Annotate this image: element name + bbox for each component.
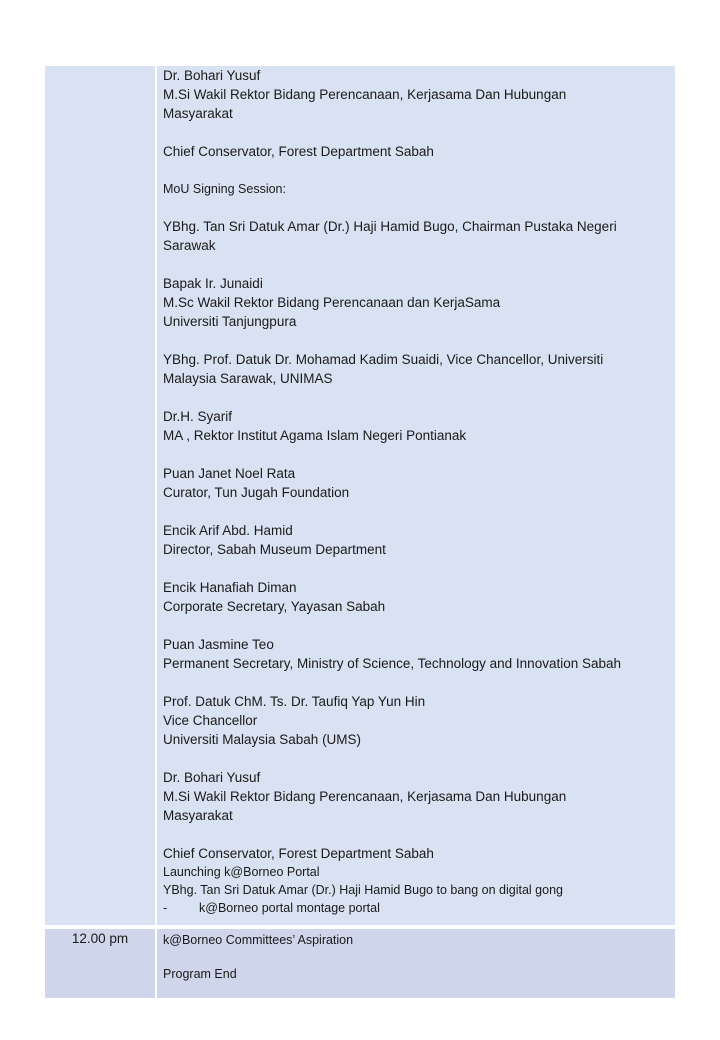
block-spacer bbox=[163, 198, 667, 217]
block-line: Director, Sabah Museum Department bbox=[163, 542, 386, 557]
block-line: Masyarakat bbox=[163, 106, 233, 121]
block-line: Masyarakat bbox=[163, 808, 233, 823]
block-line: M.Sc Wakil Rektor Bidang Perencanaan dan KerjaSama bbox=[163, 295, 501, 310]
dash-bullet: - bbox=[163, 901, 168, 915]
block-line: M.Si Wakil Rektor Bidang Perencanaan, Kerjasama Dan Hubungan bbox=[163, 789, 567, 804]
dignitary-block bbox=[163, 635, 667, 692]
dignitary-block bbox=[163, 66, 667, 142]
final-section bbox=[163, 844, 667, 917]
block-line: Prof. Datuk ChM. Ts. Dr. Taufiq Yap Yun Hin bbox=[163, 694, 426, 709]
block-line: Dr. Bohari Yusuf bbox=[163, 68, 261, 83]
dignitary-block bbox=[163, 692, 667, 768]
time-cell bbox=[45, 929, 157, 998]
block-spacer bbox=[163, 616, 667, 635]
launching-label: Launching k@Borneo Portal bbox=[163, 865, 320, 879]
block-spacer bbox=[163, 388, 667, 407]
dignitary-block bbox=[163, 350, 667, 407]
dignitary-block bbox=[163, 768, 667, 844]
dignitary-block bbox=[163, 274, 667, 350]
block-line: MoU Signing Session: bbox=[163, 182, 286, 196]
block-line: Malaysia Sarawak, UNIMAS bbox=[163, 371, 333, 386]
block-line: Dr. Bohari Yusuf bbox=[163, 770, 261, 785]
schedule-row-closing bbox=[45, 929, 675, 998]
dignitary-block bbox=[163, 521, 667, 578]
gong-line: YBhg. Tan Sri Datuk Amar (Dr.) Haji Hamid Bugo to bang on digital gong bbox=[163, 883, 563, 897]
block-line: Permanent Secretary, Ministry of Science, Technology and Innovation Sabah bbox=[163, 656, 622, 671]
closing-details bbox=[163, 931, 667, 983]
block-spacer bbox=[163, 445, 667, 464]
block-spacer bbox=[163, 255, 667, 274]
block-line: YBhg. Tan Sri Datuk Amar (Dr.) Haji Hamid Bugo, Chairman Pustaka Negeri bbox=[163, 219, 617, 234]
dignitary-block bbox=[163, 407, 667, 464]
program-end-line: Program End bbox=[163, 967, 237, 981]
dignitary-blocks bbox=[163, 66, 667, 844]
block-line: M.Si Wakil Rektor Bidang Perencanaan, Kerjasama Dan Hubungan bbox=[163, 87, 567, 102]
block-spacer bbox=[163, 123, 667, 142]
block-line: Corporate Secretary, Yayasan Sabah bbox=[163, 599, 386, 614]
block-line: Curator, Tun Jugah Foundation bbox=[163, 485, 350, 500]
block-spacer bbox=[163, 559, 667, 578]
time-cell-empty bbox=[45, 66, 157, 925]
montage-line bbox=[163, 899, 667, 917]
block-line: YBhg. Prof. Datuk Dr. Mohamad Kadim Suaidi, Vice Chancellor, Universiti bbox=[163, 352, 604, 367]
dignitary-block bbox=[163, 142, 667, 180]
dignitary-block bbox=[163, 217, 667, 274]
schedule-row-ceremony bbox=[45, 66, 675, 925]
block-line: Sarawak bbox=[163, 238, 216, 253]
block-line: Encik Arif Abd. Hamid bbox=[163, 523, 293, 538]
aspiration-line: k@Borneo Committees’ Aspiration bbox=[163, 933, 354, 947]
block-spacer bbox=[163, 673, 667, 692]
dignitary-block bbox=[163, 180, 667, 217]
block-spacer bbox=[163, 749, 667, 768]
block-line: Vice Chancellor bbox=[163, 713, 258, 728]
block-line: Encik Hanafiah Diman bbox=[163, 580, 297, 595]
block-spacer bbox=[163, 502, 667, 521]
time-label: 12.00 pm bbox=[71, 931, 129, 946]
block-line: Universiti Malaysia Sabah (UMS) bbox=[163, 732, 362, 747]
dignitary-block bbox=[163, 464, 667, 521]
block-line: Dr.H. Syarif bbox=[163, 409, 233, 424]
block-spacer bbox=[163, 331, 667, 350]
block-line: Bapak Ir. Junaidi bbox=[163, 276, 263, 291]
block-spacer bbox=[163, 825, 667, 844]
block-line: Puan Jasmine Teo bbox=[163, 637, 274, 652]
block-line: Chief Conservator, Forest Department Sabah bbox=[163, 144, 434, 159]
block-line: Puan Janet Noel Rata bbox=[163, 466, 296, 481]
final-conservator: Chief Conservator, Forest Department Sabah bbox=[163, 846, 434, 861]
block-line: MA , Rektor Institut Agama Islam Negeri Pontianak bbox=[163, 428, 467, 443]
block-line: Universiti Tanjungpura bbox=[163, 314, 297, 329]
block-spacer bbox=[163, 161, 667, 180]
ceremony-details bbox=[163, 66, 667, 917]
dignitary-block bbox=[163, 578, 667, 635]
montage-text: k@Borneo portal montage portal bbox=[199, 901, 380, 915]
